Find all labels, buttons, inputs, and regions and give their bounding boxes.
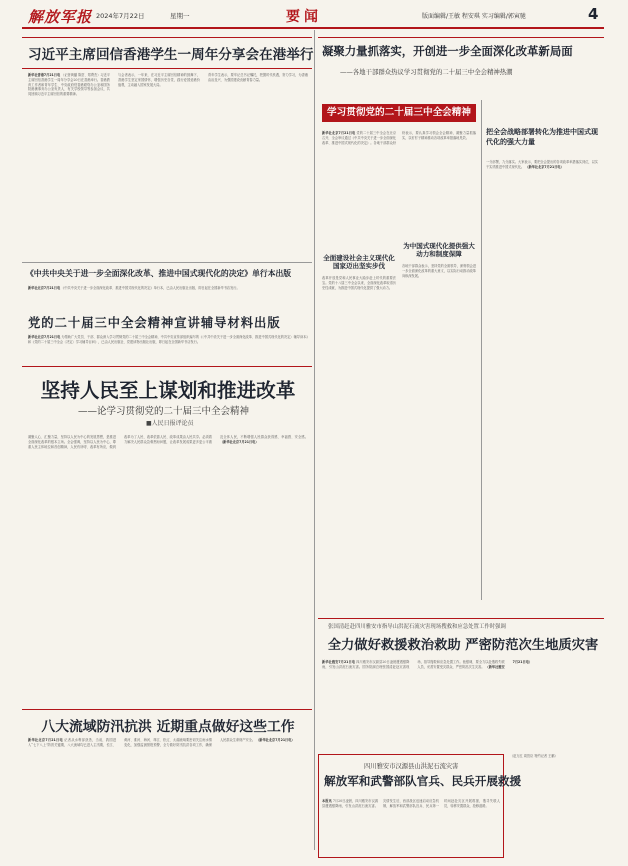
art1-col2 (118, 73, 200, 149)
art6-section3-title: 把全会战略部署转化为推进中国式现代化的强大力量 (486, 128, 598, 146)
art3-text: 为帮助广大党员、干部、群众深入学习贯彻党的二十届三中全会精神，中共中央宣传部组织编写的《〈中共中央关于进一步全面深化改革、推进中国式现代化的决定〉辅导读本》和《党的二十届三中全会〈决定〉学习辅导百问》，已由人民出版社、党建读物出版社出版，即日起在全国新华书店发行。 (28, 335, 309, 344)
art2-body (28, 286, 308, 300)
art5-text: 记者从水利部获悉，当前，我国进入“七下八上”防汛关键期，八大流域均已进入主汛期，长江、黄河、淮河、海河、珠江、松辽、太湖流域要密切关注雨水情变化，加强监测预报预警，全力做好防汛抗洪各项工作，确保人民群众生命财产安全。 (28, 738, 256, 747)
art8-body (322, 799, 500, 855)
art2-top-rule (22, 262, 312, 263)
art3-body (28, 335, 308, 357)
art1-bottom-rule (22, 68, 312, 69)
issue-weekday: 星期一 (170, 12, 190, 20)
art6-section2-body (402, 264, 476, 596)
art2-text: 《中共中央关于进一步全面深化改革、推进中国式现代化的决定》单行本，已由人民出版社出版，即日起在全国新华书店发行。 (61, 286, 240, 290)
art6-section3-text: 一分部署，九分落实。大家表示，要把全会提出的各项改革举措落实到位，以实干实绩推进中国式现代化。 (486, 160, 598, 169)
art7-text: 四川雅安市汉源县20日凌晨遭遇强降雨，引发山洪泥石流灾害。国务院副总理张国清赶赴灾害现场，指导搜救和应急处置工作。他强调，要全力以赴搜救失联人员，妥善安置受灾群众，严密防范次生灾害。 (322, 660, 505, 669)
art3-headline: 党的二十届三中全会精神宣讲辅导材料出版 (28, 316, 281, 330)
art5-lead: 新华社北京7月21日电 (28, 738, 63, 742)
art7-body (322, 660, 600, 740)
art4-headline: 坚持人民至上谋划和推进改革 (40, 379, 296, 402)
art6-top-rule (318, 37, 604, 38)
art6-banner: 学习贯彻党的二十届三中全会精神 (322, 104, 476, 122)
art6-section1-body (322, 276, 396, 596)
art6-section2-text: 各地干部群众表示，坚持党的全面领导，深刻领会进一步全面深化改革的重大意义，以实际行动推动改革向纵深发展。 (402, 264, 476, 278)
art7-source: （新华社雅安7月21日电） (485, 660, 533, 669)
art4-top-rule (22, 366, 312, 367)
art7-top-rule (318, 618, 604, 619)
art1-col3 (208, 73, 308, 149)
art5-top-rule (22, 709, 312, 710)
art2-lead: 新华社北京7月21日电 (28, 286, 61, 290)
art7-kicker: 张国清赶赴四川雅安市指导山洪泥石流灾害现场搜救和应急处置工作时强调 (328, 624, 506, 630)
art6-subtitle: ——各地干部群众热议学习贯彻党的二十届三中全会精神热潮 (340, 68, 513, 76)
art8-headline: 解放军和武警部队官兵、民兵开展救援 (324, 774, 522, 788)
art1-col1 (28, 73, 110, 149)
art8-source: （赵万红 周贺臣 特约记者 王鹏） (510, 754, 558, 758)
page-number: 4 (588, 5, 599, 23)
art1-lead: 新华社香港7月21日电 (28, 73, 61, 77)
art4-subtitle: ——论学习贯彻党的二十届三中全会精神 (78, 406, 250, 417)
art4-source: （新华社北京7月21日电） (220, 439, 259, 444)
art1-body-1: （记者黄璐 陈贺、郑朔杰）习近平主席回信香港学生一周年分享会20日在香港举行。香港教育工作者和青年学生、中央政府驻香港联络办公室和国务院港澳事务办公室负责人、有关学校领导等参加会议，共同回顾习近平主席回信的重要精神。 (28, 73, 110, 97)
masthead-rule (22, 27, 604, 29)
art7-lead: 新华社雅安7月21日电 (322, 660, 356, 664)
art5-source: （新华社北京7月21日电） (256, 738, 295, 742)
art4-byline: ■人民日报评论员 (146, 420, 194, 427)
issue-date: 2024年7月22日 (96, 12, 145, 20)
art8-lead: 本报讯 (322, 799, 332, 803)
art1-body-2: 与会者表示，一年来，在习近平主席回信精神的鼓舞下，香港学生坚定家国情怀，增强历史自觉，践行爱国爱港价值观，主动融入国家发展大局。 (118, 73, 200, 87)
art6-headline: 凝聚力量抓落实，开创进一步全面深化改革新局面 (322, 44, 573, 58)
masthead (0, 0, 628, 28)
art3-lead: 新华社北京7月21日电 (28, 335, 61, 339)
art1-top-rule (22, 37, 312, 38)
art6-section1-title: 全面建设社会主义现代化国家迈出坚实步伐 (323, 254, 395, 270)
art1-body-3: 青年学生表示，要牢记总书记嘱托，把握时代机遇，努力学习，为香港由治及兴、为强国建设贡献青春力量。 (208, 73, 308, 82)
editor-credits: 版面编辑/王敏 程安琪 实习编辑/郭寅驰 (422, 13, 526, 20)
art8-kicker: 四川雅安市汉源县山洪泥石流灾害 (364, 763, 459, 770)
art6-intro (322, 131, 476, 245)
art8-continued (510, 754, 602, 858)
art2-headline: 《中共中央关于进一步全面深化改革、推进中国式现代化的决定》单行本出版 (26, 269, 292, 278)
art5-headline: 八大流域防汛抗洪 近期重点做好这些工作 (41, 719, 295, 735)
art8-text: 7月20日凌晨，四川雅安市汉源县遭遇强降雨，引发山洪泥石流灾害。灾情发生后，西部战区迅速启动应急机制，解放军和武警部队官兵、民兵第一时间赶赴灾区开展救援，搜寻失联人员，转移安置群众，抢修道路。 (322, 799, 500, 808)
page-section-title: 要闻 (286, 9, 322, 25)
art6-section2-title: 为中国式现代化提供强大动力和制度保障 (403, 242, 475, 258)
art6-section1-text: 改革开放是党和人民事业大踏步赶上时代的重要法宝。党的十八届三中全会以来，全面深化改革取得历史性成就，为推进中国式现代化提供了强大动力。 (322, 276, 396, 290)
art1-headline: 习近平主席回信香港学生一周年分享会在港举行 (28, 47, 314, 63)
art6-text: 党的二十届三中全会在北京召开，全会审议通过《中共中央关于进一步全面深化改革、推进中国式现代化的决定》。各地干部群众纷纷表示，要认真学习领会全会精神，凝聚力量抓落实，以钉钉子精神推动各项改革举措落地见效。 (322, 131, 476, 145)
art6-lead: 新华社北京7月21日电 (322, 131, 356, 135)
art6-source: （新华社北京7月21日电） (525, 164, 564, 169)
art4-body (28, 435, 308, 627)
newspaper-logo: 解放军报 (28, 8, 93, 26)
art7-headline: 全力做好救援救治救助 严密防范次生地质灾害 (327, 638, 599, 653)
column-divider (314, 30, 315, 850)
art5-body (28, 738, 308, 838)
art6-section3-body (486, 160, 598, 594)
art6-sidebar-rule (481, 100, 482, 600)
art4-text: 凝聚人心、汇聚力量，坚持以人民为中心的发展思想，是推进全面深化改革的根本立场。全会强调，坚持以人民为中心，尊重人民主体地位和首创精神，人民有所呼、改革有所应，做到改革为了人民、改革依靠人民、改革成果由人民共享。必须着力解决人民群众急难愁盼问题，让改革发展成果更多更公平惠及全体人民，不断增强人民群众获得感、幸福感、安全感。 (28, 435, 308, 449)
